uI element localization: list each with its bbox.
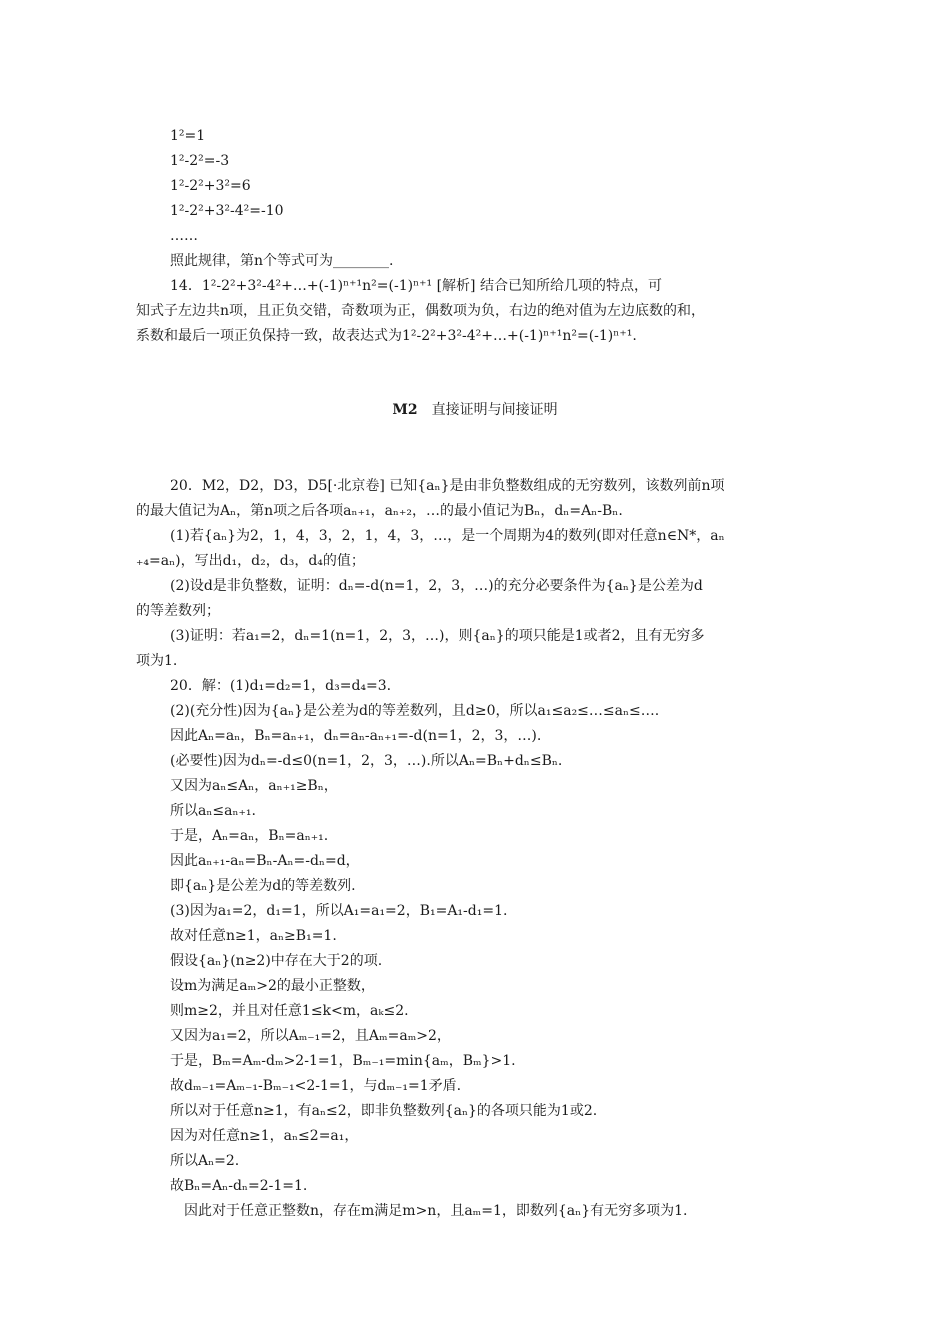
problem-line-8: 项为1.: [136, 653, 178, 669]
section-title: 直接证明与间接证明: [431, 402, 558, 418]
problem-line-7: (3)证明：若a₁=2，dₙ=1(n=1，2，3，…)，则{aₙ}的项只能是1或者2，且有无穷多: [170, 628, 705, 644]
problem-line-2: 的最大值记为Aₙ，第n项之后各项aₙ₊₁，aₙ₊₂，…的最小值记为Bₙ，dₙ=Aₙ-Bₙ.: [136, 503, 623, 519]
problem-line-5: (2)设d是非负整数，证明：dₙ=-d(n=1，2，3，…)的充分必要条件为{aₙ}是公差为d: [170, 578, 703, 594]
solution-line-8: 因此aₙ₊₁-aₙ=Bₙ-Aₙ=-dₙ=d，: [170, 853, 360, 869]
solution-line-9: 即{aₙ}是公差为d的等差数列.: [170, 878, 356, 894]
solution-line-12: 假设{aₙ}(n≥2)中存在大于2的项.: [170, 953, 383, 969]
solution-line-6: 所以aₙ≤aₙ₊₁.: [170, 803, 256, 819]
section-heading: [0, 400, 950, 420]
solution-line-7: 于是，Aₙ=aₙ，Bₙ=aₙ₊₁.: [170, 828, 329, 844]
solution-line-14: 则m≥2，并且对任意1≤k<m，aₖ≤2.: [170, 1003, 409, 1019]
equation-line-2: 1²-2²=-3: [170, 153, 230, 169]
answer-14-line-2: 知式子左边共n项，且正负交错，奇数项为正，偶数项为负，右边的绝对值为左边底数的和，: [136, 303, 706, 319]
answer-14-line-3: 系数和最后一项正负保持一致，故表达式为1²-2²+3²-4²+…+(-1)ⁿ⁺¹n²=(-1)ⁿ⁺¹.: [136, 328, 637, 344]
solution-line-19: 因为对任意n≥1，aₙ≤2=a₁，: [170, 1128, 359, 1144]
ellipsis-line: ……: [170, 228, 198, 244]
solution-line-3: 因此Aₙ=aₙ，Bₙ=aₙ₊₁，dₙ=aₙ-aₙ₊₁=-d(n=1，2，3，…).: [170, 728, 542, 744]
solution-line-2: (2)(充分性)因为{aₙ}是公差为d的等差数列，且d≥0，所以a₁≤a₂≤…≤aₙ≤….: [170, 703, 660, 719]
problem-line-1: 20．M2，D2，D3，D5[·北京卷] 已知{aₙ}是由非负整数组成的无穷数列，该数列前n项: [170, 478, 725, 494]
solution-line-18: 所以对于任意n≥1，有aₙ≤2，即非负整数列{aₙ}的各项只能为1或2.: [170, 1103, 598, 1119]
solution-line-17: 故dₘ₋₁=Aₘ₋₁-Bₘ₋₁<2-1=1，与dₘ₋₁=1矛盾.: [170, 1078, 462, 1094]
problem-line-6: 的等差数列；: [136, 603, 220, 619]
solution-line-15: 又因为a₁=2，所以Aₘ₋₁=2，且Aₘ=aₘ>2，: [170, 1028, 451, 1044]
solution-line-22: 因此对于任意正整数n，存在m满足m>n，且aₘ=1，即数列{aₙ}有无穷多项为1.: [184, 1203, 688, 1219]
solution-line-20: 所以Aₙ=2.: [170, 1153, 240, 1169]
solution-line-5: 又因为aₙ≤Aₙ，aₙ₊₁≥Bₙ，: [170, 778, 338, 794]
solution-line-16: 于是，Bₘ=Aₘ-dₘ>2-1=1，Bₘ₋₁=min{aₘ，Bₘ}>1.: [170, 1053, 516, 1069]
answer-14-line-1: 14．1²-2²+3²-4²+…+(-1)ⁿ⁺¹n²=(-1)ⁿ⁺¹ [解析] 结合已知所给几项的特点，可: [170, 278, 662, 294]
question-prompt: 照此规律，第n个等式可为________.: [170, 253, 394, 269]
problem-line-4: ₊₄=aₙ)，写出d₁，d₂，d₃，d₄的值；: [136, 553, 365, 569]
equation-line-3: 1²-2²+3²=6: [170, 178, 251, 194]
equation-line-1: 1²=1: [170, 128, 206, 144]
solution-line-11: 故对任意n≥1，aₙ≥B₁=1.: [170, 928, 337, 944]
solution-line-13: 设m为满足aₘ>2的最小正整数，: [170, 978, 375, 994]
solution-line-1: 20．解：(1)d₁=d₂=1，d₃=d₄=3.: [170, 678, 392, 694]
problem-line-3: (1)若{aₙ}为2，1，4，3，2，1，4，3，…，是一个周期为4的数列(即对任意n∈N*，aₙ: [170, 528, 725, 544]
solution-line-21: 故Bₙ=Aₙ-dₙ=2-1=1.: [170, 1178, 308, 1194]
solution-line-4: (必要性)因为dₙ=-d≤0(n=1，2，3，…).所以Aₙ=Bₙ+dₙ≤Bₙ.: [170, 753, 563, 769]
solution-line-10: (3)因为a₁=2，d₁=1，所以A₁=a₁=2，B₁=A₁-d₁=1.: [170, 903, 508, 919]
equation-line-4: 1²-2²+3²-4²=-10: [170, 203, 284, 219]
section-code: M2: [392, 402, 418, 418]
